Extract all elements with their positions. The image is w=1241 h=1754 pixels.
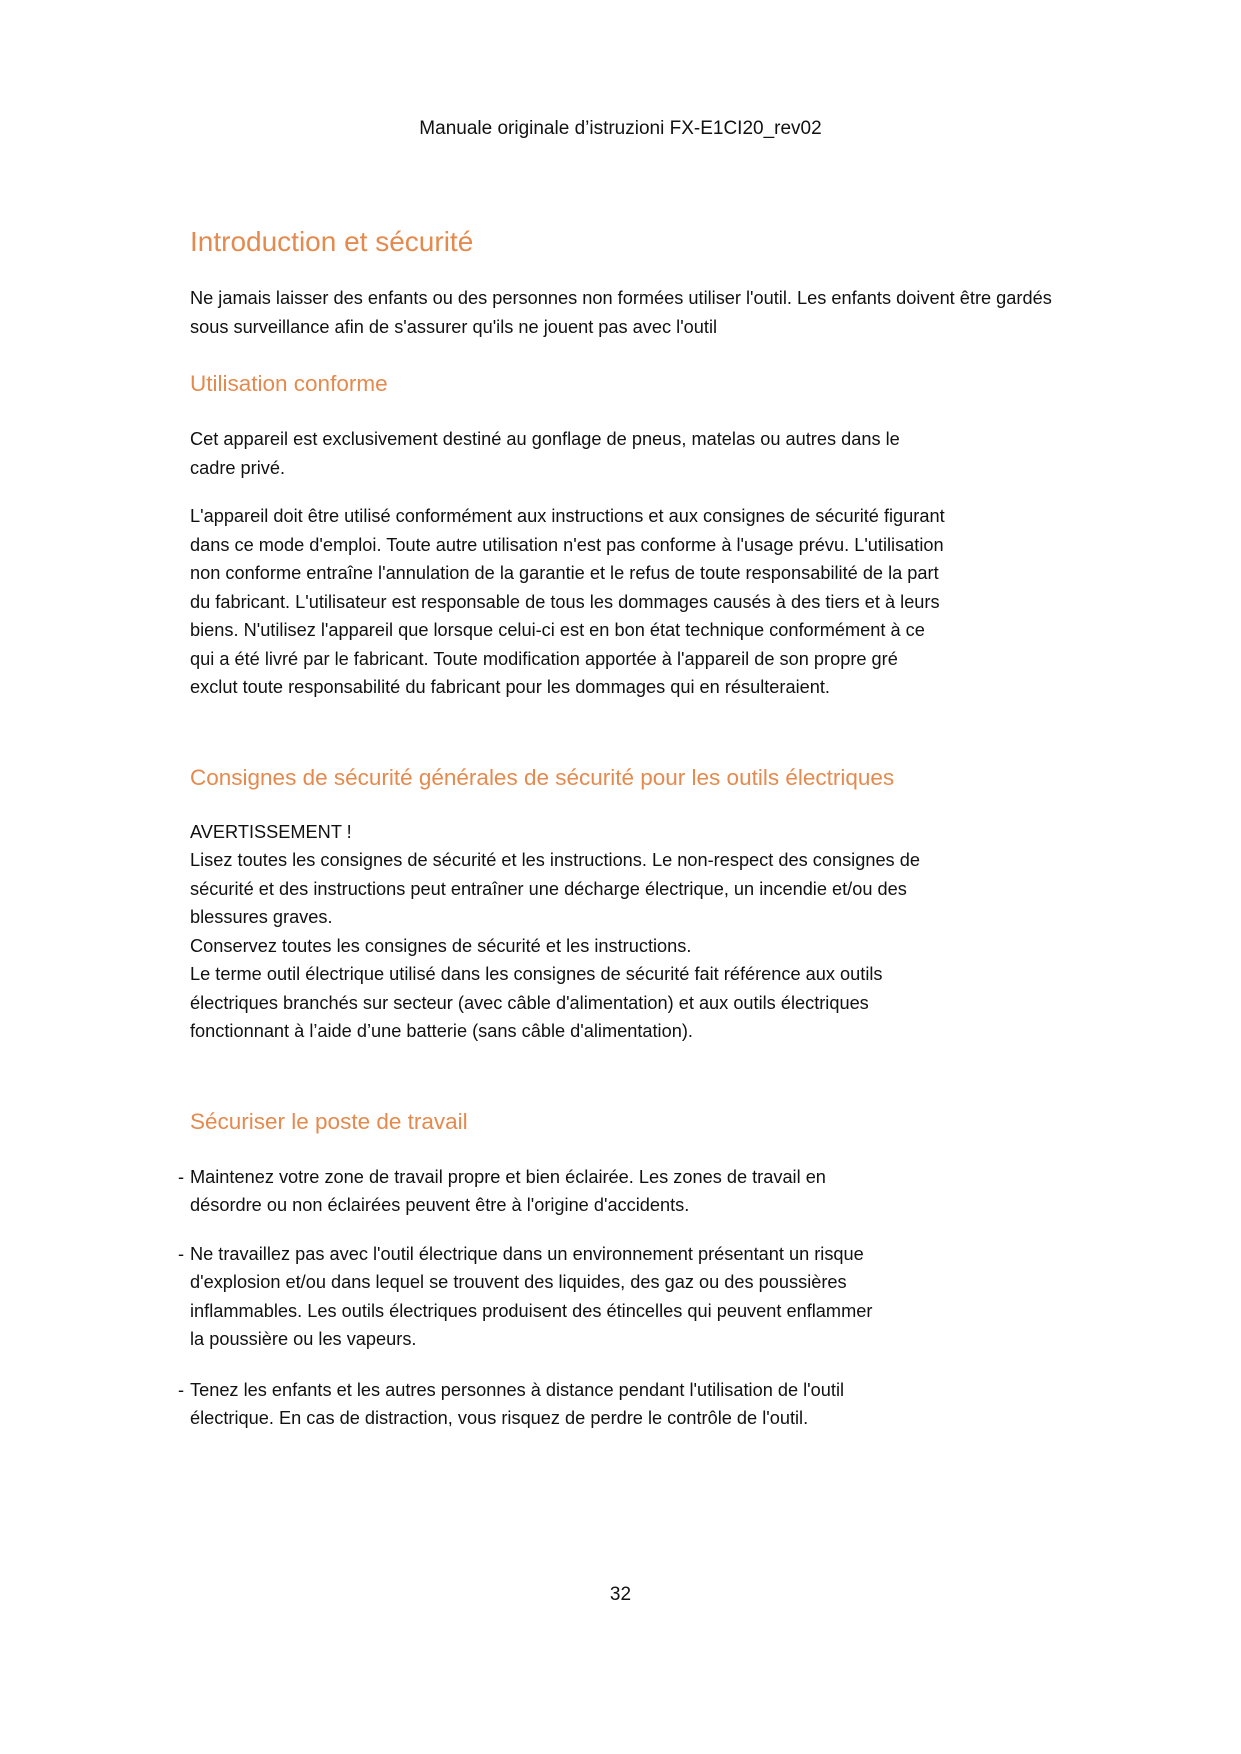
usage-heading: Utilisation conforme bbox=[190, 371, 388, 396]
dash-marker: - bbox=[178, 1243, 185, 1264]
page-header: Manuale originale d’istruzioni FX-E1CI20_rev02 bbox=[419, 118, 822, 139]
workplace-item bbox=[178, 1376, 880, 1433]
workplace-item-text: Tenez les enfants et les autres personnes à distance pendant l'utilisation de l'outil électrique. En cas de distraction, vous risquez de perdre le contrôle de l'outil. bbox=[190, 1379, 845, 1428]
usage-paragraph-1: Cet appareil est exclusivement destiné au gonflage de pneus, matelas ou autres dans le cadre privé. bbox=[190, 429, 900, 478]
dash-marker: - bbox=[178, 1379, 185, 1400]
page-content bbox=[178, 222, 1090, 1433]
workplace-item bbox=[178, 1163, 900, 1220]
workplace-item-text: Ne travaillez pas avec l'outil électrique dans un environnement présentant un risque d'explosion et/ou dans lequel se trouvent des liquides, des gaz ou des poussières inflammables. Les outils électriques produisent des étincelles qui peuvent enflammer la poussière ou les vapeurs. bbox=[190, 1243, 873, 1349]
dash-marker: - bbox=[178, 1166, 185, 1187]
general-line-1: Lisez toutes les consignes de sécurité et les instructions. Le non-respect des consignes de sécurité et des instructions peut entraîner une décharge électrique, un incendie et/ou des blessures graves. bbox=[190, 850, 920, 927]
warning-label: AVERTISSEMENT ! bbox=[190, 821, 352, 842]
page-number: 32 bbox=[609, 1584, 632, 1605]
intro-paragraph: Ne jamais laisser des enfants ou des personnes non formées utiliser l'outil. Les enfants doivent être gardés sous surveillance afin de s'assurer qu'ils ne jouent pas avec l'outil bbox=[190, 288, 1052, 337]
intro-heading: Introduction et sécurité bbox=[190, 226, 474, 257]
usage-paragraph-2: L'appareil doit être utilisé conformément aux instructions et aux consignes de sécurité figurant dans ce mode d'emploi. Toute autre utilisation n'est pas conforme à l'usage prévu. L'utilisation non conforme entraîne l'annulation de la garantie et le refus de toute responsabilité de la part du fabricant. L'utilisateur est responsable de tous les dommages causés à des tiers et à leurs biens. N'utilisez l'appareil que lorsque celui-ci est en bon état technique conformément à ce qui a été livré par le fabricant. Toute modification apportée à l'appareil de son propre gré exclut toute responsabilité du fabricant pour les dommages qui en résulteraient. bbox=[190, 506, 945, 697]
general-line-3: Le terme outil électrique utilisé dans les consignes de sécurité fait référence aux outils électriques branchés sur secteur (avec câble d'alimentation) et aux outils électriques fonctionnant à l’aide d’une batterie (sans câble d'alimentation). bbox=[190, 964, 883, 1041]
general-safety-heading: Consignes de sécurité générales de sécurité pour les outils électriques bbox=[190, 764, 895, 790]
general-line-2: Conservez toutes les consignes de sécurité et les instructions. bbox=[190, 935, 692, 956]
workplace-item bbox=[178, 1240, 890, 1354]
workplace-heading: Sécuriser le poste de travail bbox=[190, 1108, 468, 1134]
workplace-item-text: Maintenez votre zone de travail propre et bien éclairée. Les zones de travail en désordre ou non éclairées peuvent être à l'origine d'accidents. bbox=[190, 1166, 826, 1215]
